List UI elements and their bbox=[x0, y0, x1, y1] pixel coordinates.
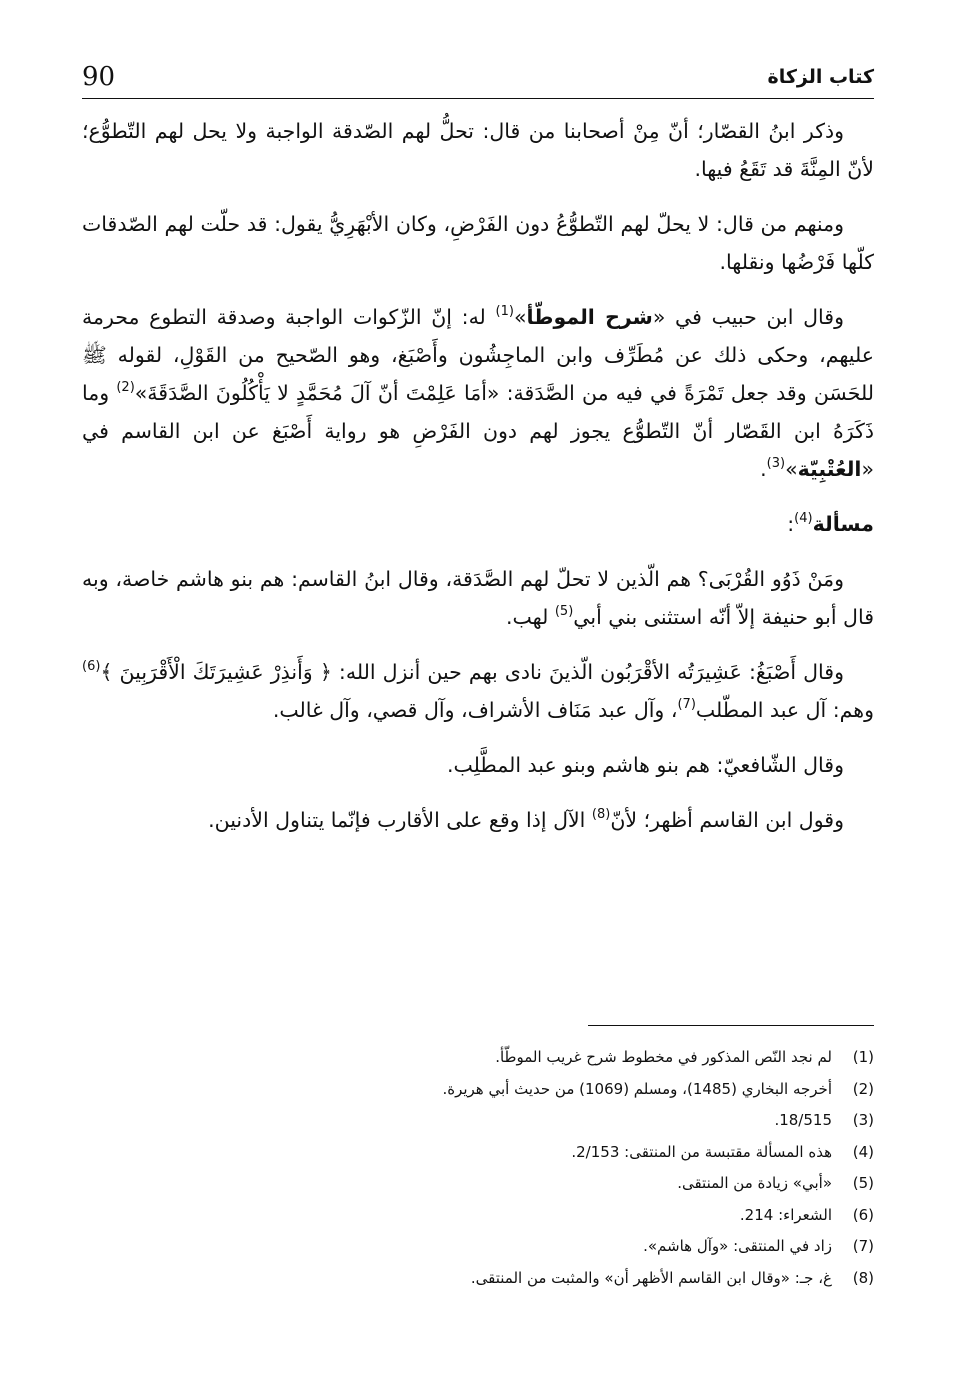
footnote-number: (7) bbox=[852, 1237, 874, 1255]
running-title: كتاب الزكاة bbox=[767, 66, 874, 88]
paragraph-1 bbox=[82, 112, 874, 188]
footnote-number: (2) bbox=[852, 1079, 874, 1098]
paragraph-text: وقول ابن القاسم أظهر؛ لأنّ bbox=[610, 808, 844, 832]
footnote-ref: (8) bbox=[591, 807, 611, 822]
footnote-item bbox=[82, 1074, 874, 1106]
footnote-text: الشعراء: 214. bbox=[739, 1205, 832, 1224]
footnote-number: (5) bbox=[852, 1174, 874, 1192]
footnote-text: زاد في المنتقى: «وآل هاشم». bbox=[643, 1237, 832, 1255]
footnote-ref: (4) bbox=[794, 511, 813, 526]
paragraph-7 bbox=[82, 801, 874, 839]
paragraph-text: » bbox=[785, 457, 798, 481]
section-heading bbox=[82, 505, 874, 543]
main-text bbox=[82, 112, 874, 856]
paragraph-4 bbox=[82, 560, 874, 636]
footnote-text: هذه المسألة مقتبسة من المنتقى: 2/153. bbox=[571, 1142, 832, 1161]
paragraph-text: ومَنْ ذَوُو القُرْبَى؟ هم الّذين لا تحلّ لهم الصَّدَقة، وقال ابنُ القاسم: هم بنو هاشم خاصة، وبه قال أبو حنيفة إلاّ أنّه استثنى بني أبي bbox=[82, 567, 874, 629]
paragraph-text: وما ذَكَرَهُ ابن القَصّار أنّ التّطوُّع يجوز لهم دون الفَرْضِ هو رواية أَصْبَغ عن ابن القاسم في « bbox=[82, 381, 874, 481]
paragraph-text: له: إنّ الزّكوات الواجبة وصدقة التطوع محرمة عليهم، وحكى ذلك عن مُطَرِّف وابن الماجِشُون وأَصْبَغ، وهو الصّحيح من القَوْلِ، لقوله ﷺ للحَسَن وقد جعل تَمْرَةً في فيه من الصَّدَقة: «أمَا عَلِمْتَ أنّ آلَ مُحَمَّدٍ لا يَأْكُلُونَ الصَّدَقَةَ» bbox=[82, 305, 874, 405]
footnote-ref: (5) bbox=[554, 604, 574, 619]
paragraph-text: لهب. bbox=[505, 605, 555, 629]
page-number: 90 bbox=[82, 62, 116, 92]
footnote-text: غ، جـ: «وقال ابن القاسم الأظهر أن» والمثبت من المنتقى. bbox=[470, 1268, 832, 1287]
footnote-ref: (3) bbox=[766, 456, 786, 471]
footnote-ref: (2) bbox=[116, 380, 135, 395]
footnote-text: «أبي» زيادة من المنتقى. bbox=[677, 1174, 832, 1192]
book-page bbox=[82, 60, 874, 1340]
book-title: شرح الموطّأ bbox=[526, 305, 653, 329]
footnote-item bbox=[82, 1137, 874, 1169]
paragraph-text: ، وآل عبد مَنَاف الأشراف، وآل قصي، وآل غالب. bbox=[272, 698, 678, 722]
paragraph-text: وهم: آل عبد المطّلب bbox=[695, 698, 874, 722]
footnote-ref: (1) bbox=[495, 304, 514, 319]
footnote-item bbox=[82, 1105, 874, 1137]
footnote-number: (8) bbox=[852, 1268, 874, 1287]
footnote-ref: (6) bbox=[82, 659, 101, 674]
paragraph-text: ومنهم من قال: لا يحلّ لهم التّطوُّعُ دون الفَرْضِ، وكان الأبْهَرِيُّ يقول: قد حلّت لهم الصّدقات كلّها فَرْضُها ونقلها. bbox=[82, 212, 874, 274]
footnote-item bbox=[82, 1263, 874, 1295]
paragraph-6 bbox=[82, 746, 874, 784]
paragraph-text: وقال أَصْبَغُ: عَشِيرَتُه الأقْرَبُون الّذينَ نادى بهم حين أنزل الله: ﴿ وَأَنذِرْ عَشِيرَتَكَ الْأَقْرَبِينَ ﴾ bbox=[100, 660, 844, 684]
footnote-item bbox=[82, 1200, 874, 1232]
footnote-number: (1) bbox=[852, 1048, 874, 1066]
header-divider bbox=[82, 98, 874, 99]
footnote-divider bbox=[588, 1025, 874, 1026]
paragraph-2 bbox=[82, 205, 874, 281]
page-header bbox=[82, 60, 874, 96]
paragraph-5 bbox=[82, 653, 874, 729]
footnote-ref: (7) bbox=[677, 697, 696, 712]
paragraph-text: . bbox=[760, 457, 767, 481]
book-title: العُتْبِيّة bbox=[797, 457, 862, 481]
footnote-item bbox=[82, 1168, 874, 1200]
paragraph-text: » bbox=[513, 305, 527, 329]
footnote-text: 18/515. bbox=[774, 1111, 832, 1129]
paragraph-text: وذكر ابنُ القصّار؛ أنّ مِنْ أصحابنا من قال: تحلُّ لهم الصّدقة الواجبة ولا يحل لهم التّطوُّع؛ لأنّ المِنَّةَ قد تَقَعُ فيها. bbox=[82, 119, 874, 181]
footnote-number: (6) bbox=[852, 1205, 874, 1224]
footnote-text: أخرجه البخاري (1485)، ومسلم (1069) من حديث أبي هريرة. bbox=[442, 1079, 832, 1098]
footnote-item bbox=[82, 1231, 874, 1263]
paragraph-text: وقال ابن حبيب في « bbox=[652, 305, 845, 329]
footnote-text: لم نجد النّص المذكور في مخطوط شرح غريب الموطّأ. bbox=[495, 1048, 832, 1066]
heading-text: مسألة bbox=[812, 512, 874, 536]
paragraph-text: الآل إذا وقع على الأقارب فإنّما يتناول الأدنين. bbox=[208, 808, 592, 832]
heading-colon: : bbox=[787, 512, 795, 536]
footnote-number: (4) bbox=[852, 1142, 874, 1161]
paragraph-3 bbox=[82, 298, 874, 488]
footnote-number: (3) bbox=[852, 1111, 874, 1129]
paragraph-text: وقال الشّافعيّ: هم بنو هاشم وبنو عبد المطَّلِب. bbox=[446, 753, 844, 777]
footnote-item bbox=[82, 1042, 874, 1074]
footnotes bbox=[82, 1042, 874, 1294]
